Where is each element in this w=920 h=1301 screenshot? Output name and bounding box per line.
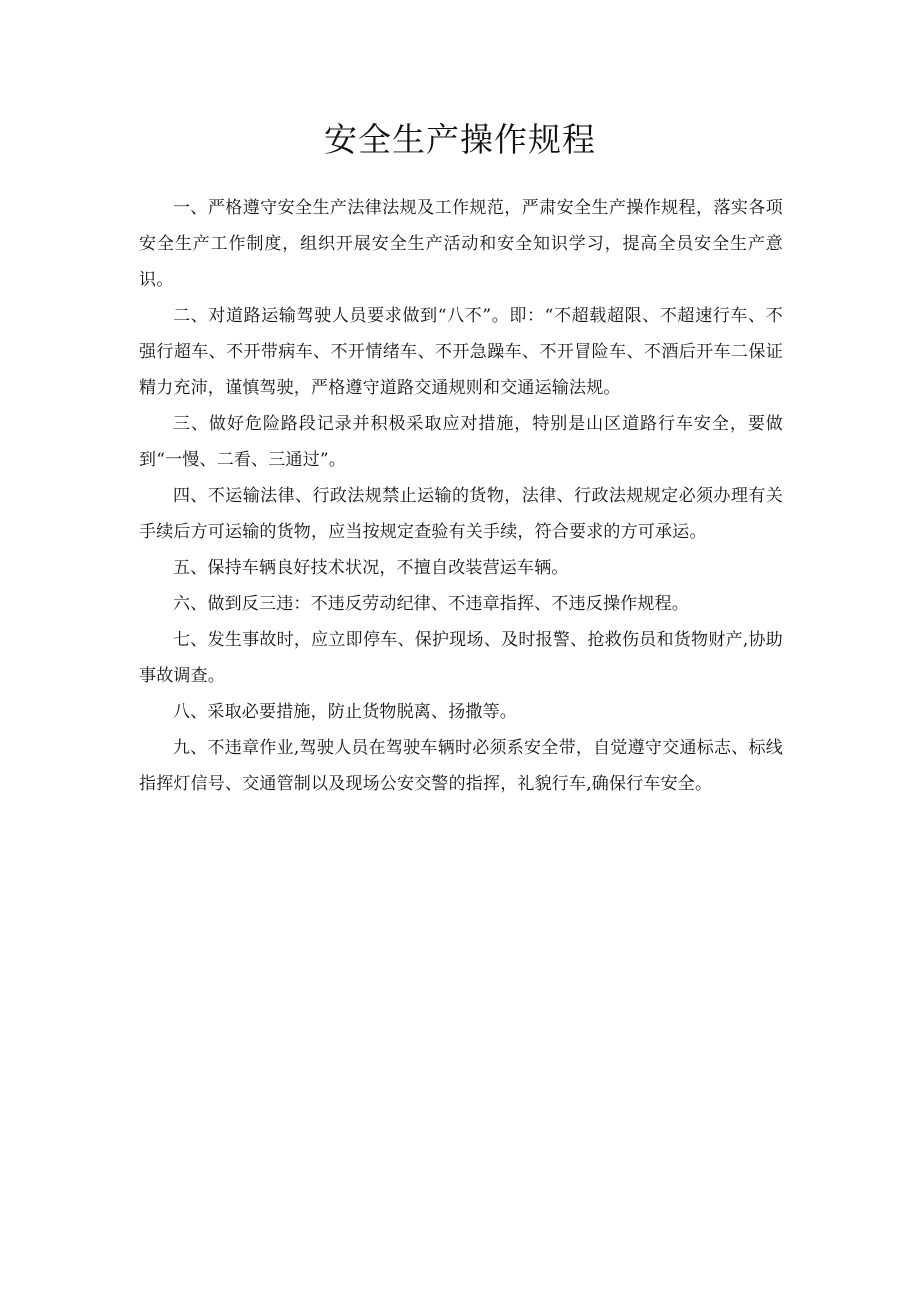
paragraph-5: 五、保持车辆良好技术状况，不擅自改装营运车辆。 <box>173 558 569 578</box>
paragraph-8: 八、采取必要措施，防止货物脱离、扬撒等。 <box>173 702 517 722</box>
paragraph-2: 二、对道路运输驾驶人员要求做到“八不”。即：“不超载超限、不超速行车、不强行超车、不开带病车、不开情绪车、不开急躁车、不开冒险车、不酒后开车二保证精力充沛，谨慎驾驶，严格遵守道路交通规则和交通运输法规。 <box>139 306 783 398</box>
paragraph-3: 三、做好危险路段记录并积极采取应对措施，特别是山区道路行车安全，要做到“一慢、二看、三通过”。 <box>139 414 783 470</box>
paragraph-4: 四、不运输法律、行政法规禁止运输的货物，法律、行政法规规定必须办理有关手续后方可运输的货物，应当按规定查验有关手续，符合要求的方可承运。 <box>139 486 783 542</box>
document-body <box>139 190 783 802</box>
paragraph-7: 七、发生事故时，应立即停车、保护现场、及时报警、抢救伤员和货物财产,协助事故调查。 <box>139 630 783 686</box>
paragraph-9: 九、不违章作业,驾驶人员在驾驶车辆时必须系安全带，自觉遵守交通标志、标线指挥灯信号、交通管制以及现场公安交警的指挥，礼貌行车,确保行车安全。 <box>139 738 783 794</box>
paragraph-6: 六、做到反三违：不违反劳动纪律、不违章指挥、不违反操作规程。 <box>173 594 689 614</box>
paragraph-1: 一、严格遵守安全生产法律法规及工作规范，严肃安全生产操作规程，落实各项安全生产工作制度，组织开展安全生产活动和安全知识学习，提高全员安全生产意识。 <box>139 198 783 290</box>
document-title: 安全生产操作规程 <box>324 120 596 159</box>
